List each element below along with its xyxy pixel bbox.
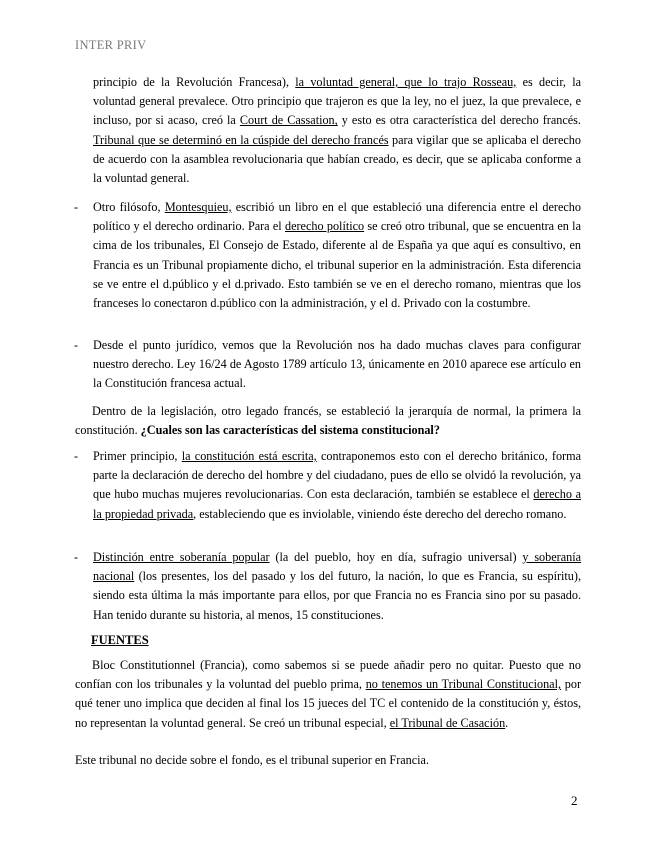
underlined-text: Montesquieu, bbox=[164, 200, 232, 214]
text: Dentro de la legislación, otro legado francés, se estableció la jerarquía de normal, la primera la constitución. bbox=[75, 404, 581, 438]
underlined-text: Court de Cassation, bbox=[239, 113, 338, 128]
bullet-dash: - bbox=[74, 550, 79, 564]
text: por qué tener uno implica que deciden al final los 15 jueces del TC el contenido de la constitución y, éstos, no representan la voluntad general. Se creó un tribunal especial, bbox=[75, 677, 581, 730]
text: principio de la Revolución Francesa), bbox=[93, 75, 296, 89]
underlined-text: Tribunal que se determinó en la cúspide del derecho francés bbox=[93, 132, 389, 147]
text: escribió un libro en el que estableció una diferencia entre el derecho político y el derecho ordinario. Para el bbox=[93, 200, 581, 234]
text: es decir, la voluntad general prevalece. Otro principio que trajeron es que la ley, no el juez, la que prevalece, e incluso, por si acaso, creó la bbox=[93, 75, 582, 128]
paragraph-bloc-constitutionnel bbox=[75, 656, 581, 733]
text: Desde el punto jurídico, vemos que la Revolución nos ha dado muchas claves para configurar nuestro derecho. Ley 16/24 de Agosto 1789 artículo 13, únicamente en 2010 aparece ese artículo en la Constitución francesa actual. bbox=[93, 338, 581, 391]
text: Primer principio, bbox=[93, 449, 182, 463]
paragraph-voluntad-general bbox=[93, 73, 581, 188]
bullet-dash: - bbox=[74, 449, 79, 463]
bullet-dash: - bbox=[74, 200, 79, 214]
paragraph-tribunal-superior: Este tribunal no decide sobre el fondo, es el tribunal superior en Francia. bbox=[75, 753, 430, 767]
text: se creó otro tribunal, que se encuentra en la cima de los tribunales, El Consejo de Estado, diferente al de España ya que aquí es consultivo, en Francia es un Tribunal propiamente dicho, el tribunal superior en la administración. Esta diferencia se ve entre el d.público y el d.privado. Esto también se ve en el derecho romano, mientras que los franceses lo conectaron d.público con la administración, y el d. Privado con la costumbre. bbox=[93, 219, 581, 311]
underlined-text: no tenemos un Tribunal Constitucional, bbox=[365, 677, 562, 692]
text: Bloc Constitutionnel (Francia), como sabemos si se puede añadir pero no quitar. Puesto que no confían con los tribunales y la voluntad del pueblo prima, bbox=[75, 658, 581, 692]
underlined-text: Distinción entre soberanía popular bbox=[93, 550, 270, 564]
bullet-punto-juridico bbox=[74, 336, 581, 394]
text: , estableciendo que es inviolable, viniendo éste derecho del derecho romano. bbox=[193, 506, 567, 521]
underlined-text: derecho a la propiedad privada bbox=[93, 487, 581, 521]
bullet-soberania bbox=[74, 548, 582, 625]
text: contraponemos esto con el derecho británico, forma parte la declaración de derecho del hombre y del ciudadano, pues de ello se olvidó la revolución, ya que hubo muchas mujeres revolucionarias. Con esta declaración, también se establece el bbox=[93, 449, 582, 502]
section-heading-fuentes: FUENTES bbox=[91, 633, 149, 647]
running-header: INTER PRIV bbox=[75, 38, 147, 52]
bullet-dash: - bbox=[74, 338, 79, 352]
text: (los presentes, los del pasado y los del futuro, la nación, lo que es Francia, su espíritu), siendo esta última la más importante para ellos, por que Francia no es Francia sino por su pasado. Han tenido durante su historia, al menos, 15 constituciones. bbox=[93, 569, 581, 622]
page-number: 2 bbox=[571, 793, 578, 808]
bullet-montesquieu bbox=[74, 198, 581, 313]
bold-question: ¿Cuales son las características del sistema constitucional? bbox=[140, 423, 440, 438]
text: (la del pueblo, hoy en día, sufragio universal) bbox=[269, 550, 523, 564]
underlined-text: derecho político bbox=[285, 219, 365, 234]
underlined-text: la voluntad general, que lo trajo Rosseau, bbox=[295, 75, 517, 89]
underlined-text: la constitución está escrita, bbox=[181, 449, 317, 463]
bullet-constitucion-escrita bbox=[74, 447, 582, 524]
underlined-text: y soberanía nacional bbox=[93, 550, 582, 584]
text: . bbox=[505, 715, 509, 730]
text: Otro filósofo, bbox=[93, 200, 165, 214]
underlined-text: el Tribunal de Casación bbox=[389, 715, 506, 730]
text: para vigilar que se aplicaba el derecho de acuerdo con la asamblea revolucionaria que habían creado, es decir, que se aplicaba conforme a la voluntad general. bbox=[93, 132, 581, 186]
paragraph-legislacion bbox=[75, 402, 581, 440]
text: y esto es otra característica del derecho francés. bbox=[337, 113, 581, 128]
